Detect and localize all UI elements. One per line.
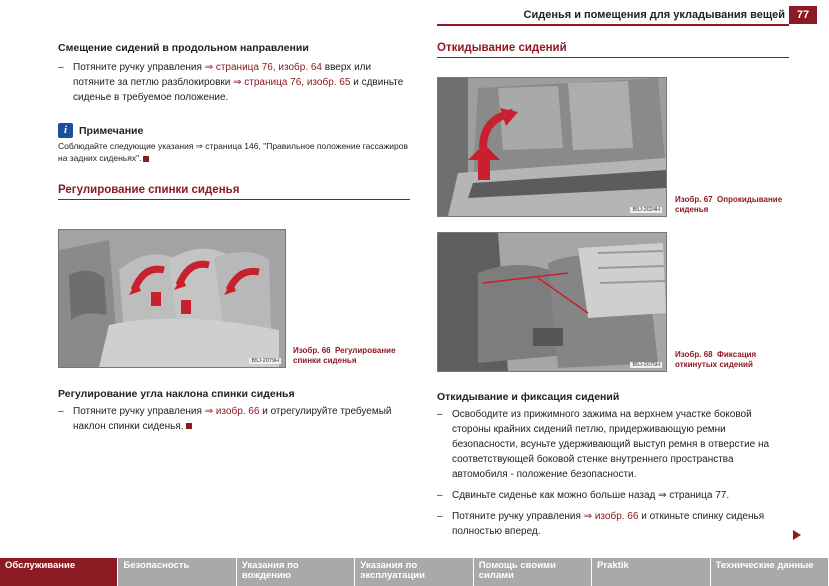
note-block [58,123,410,164]
footer-tab-praktik[interactable]: Praktik [592,558,710,586]
footer-tab-driving[interactable]: Указания по вождению [237,558,355,586]
section-title-folding-fixing: Откидывание и фиксация сидений [437,391,620,403]
section-title-folding: Откидывание сидений [437,42,567,54]
figure-code: B5J-2075H [632,362,660,368]
figure-67-image [437,77,667,217]
section-title-backrest-angle: Регулирование угла наклона спинки сиденья [58,388,295,400]
end-marker-icon [143,156,149,162]
figure-68-image [437,232,667,372]
section-rule [437,57,789,58]
footer-tab-safety[interactable]: Безопасность [118,558,236,586]
footer-tab-maintenance[interactable]: Обслуживание [0,558,118,586]
header-divider [437,24,789,26]
figure-67-caption: Изобр. 67 Опрокидывание сиденья [675,195,783,214]
section-title-longitudinal: Смещение сидений в продольном направлении [58,42,309,54]
footer-tab-operation[interactable]: Указания по эксплуатации [355,558,473,586]
list-item: – Потяните ручку управления ⇒ изобр. 66 и отрегулируйте требуемый наклон спинки сиденья. [58,406,392,432]
left-column [58,42,410,200]
footer-tab-technical-data[interactable]: Технические данные [711,558,829,586]
link-page76-fig65[interactable]: ⇒ страница 76, изобр. 65 [233,77,351,88]
page-number: 77 [789,6,817,24]
info-icon: i [58,123,73,138]
link-fig66[interactable]: ⇒ изобр. 66 [583,511,639,522]
section-rule [58,199,410,200]
next-page-arrow-icon[interactable] [793,530,801,540]
link-fig66[interactable]: ⇒ изобр. 66 [204,406,260,417]
figure-66-image [58,229,286,368]
right-column [437,42,789,58]
list-item: – Освободите из прижимного зажима на верхнем участке боковой стороны крайних сидений петлю, придерживающую ремни безопасности, всуньте удерживающий выступ ремня в отверстие на соответствующей боковой стенке внутреннего пространства автомобиля - положение безопасности. [437,409,770,480]
footer-nav [0,558,829,586]
footer-tab-self-help[interactable]: Помощь своими силами [474,558,592,586]
right-column-lower [437,391,789,539]
list-item: – Потяните ручку управления ⇒ страница 76, изобр. 64 вверх или потяните за петлю разблокировки ⇒ страница 76, изобр. 65 и сдвиньте сиденье в требуемое положение. [58,62,404,103]
section-title-backrest: Регулирование спинки сиденья [58,184,240,196]
figure-code: B5J-2024H [632,207,660,213]
note-text: Соблюдайте следующие указания ⇒ страница 146, "Правильное положение гассажиров на задних сиденьях". [58,141,408,163]
list-item: – Сдвиньте сиденье как можно больше назад ⇒ страница 77. [437,490,730,501]
figure-code: B5J-2079H [251,358,279,364]
figure-68-caption: Изобр. 68 Фиксация откинутых сидений [675,350,757,369]
figure-66-caption: Изобр. 66 Регулирование спинки сиденья [293,346,396,365]
link-page76-fig64[interactable]: ⇒ страница 76, изобр. 64 [204,62,322,73]
page-header [0,6,829,24]
link-page77[interactable]: ⇒ страница 77. [658,490,730,501]
left-column-lower [58,388,410,434]
end-marker-icon [186,423,192,429]
note-title: Примечание [79,124,144,137]
list-item: – Потяните ручку управления ⇒ изобр. 66 и откиньте спинку сиденья полностью вперед. [437,511,765,537]
chapter-title: Сиденья и помещения для укладывания вещей [523,9,785,21]
